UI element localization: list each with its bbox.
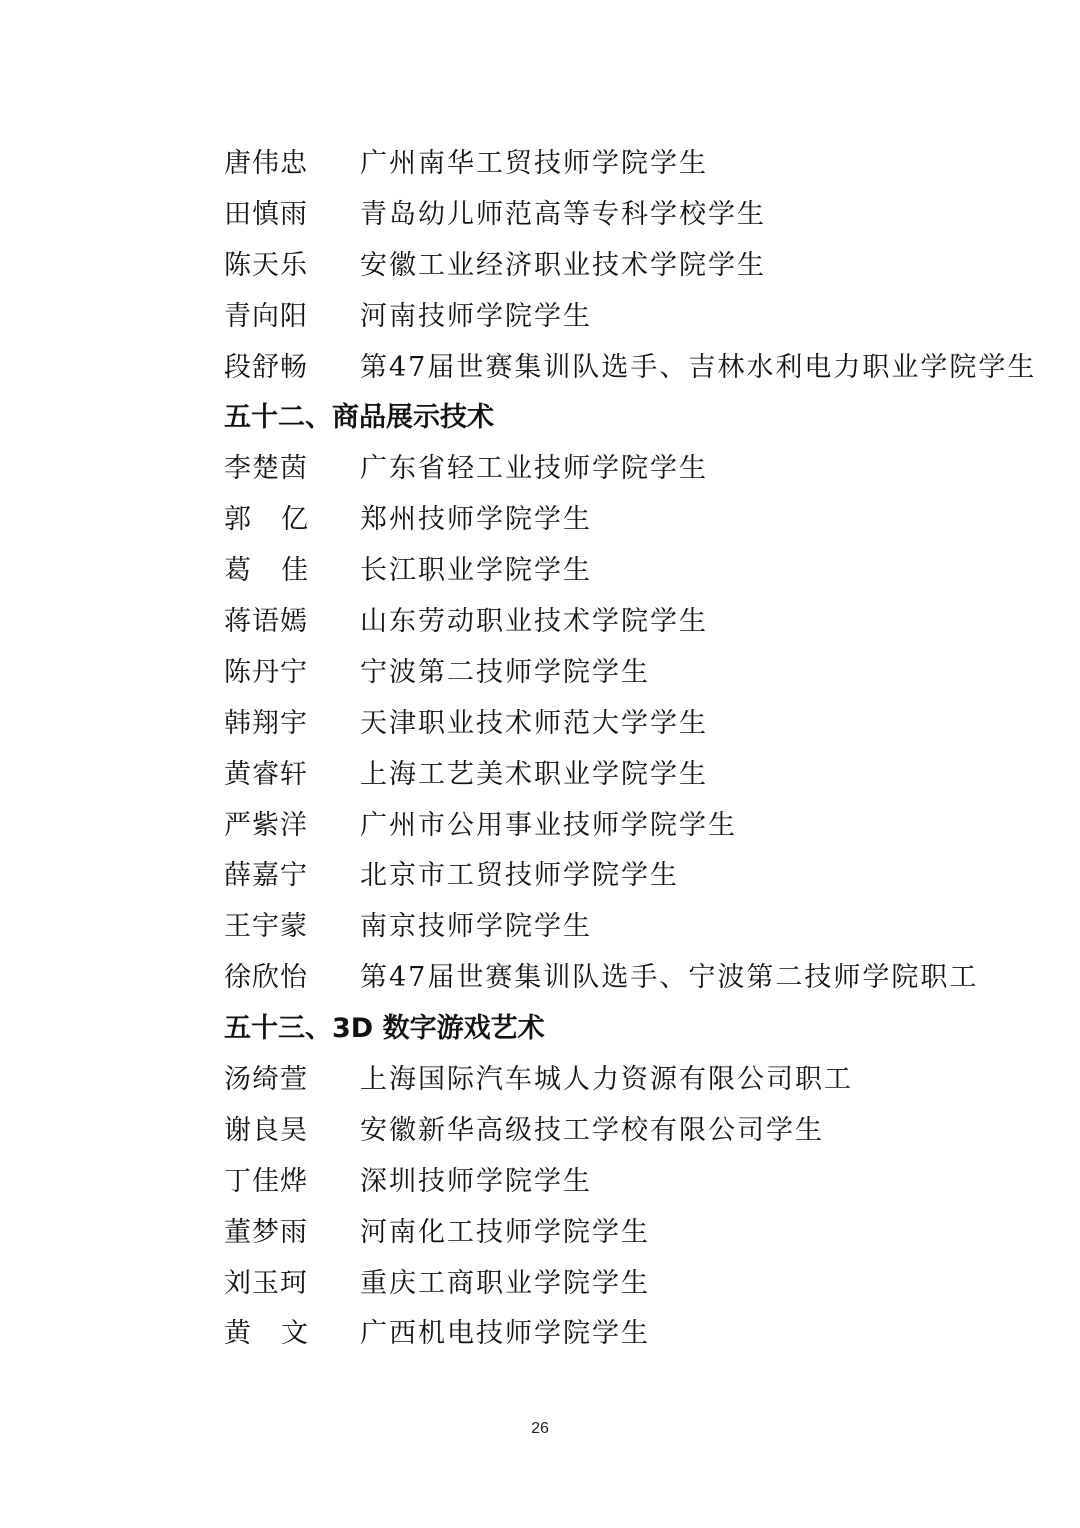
person-name: 严紫洋 xyxy=(224,809,308,841)
list-item xyxy=(224,491,1024,542)
name-list xyxy=(224,135,1037,1356)
person-name: 董梦雨 xyxy=(224,1216,308,1248)
person-affiliation: 上海国际汽车城人力资源有限公司职工 xyxy=(360,1063,853,1095)
list-item xyxy=(224,1305,1024,1356)
list-item xyxy=(224,1255,1024,1306)
person-affiliation: 青岛幼儿师范高等专科学校学生 xyxy=(360,198,766,230)
person-name: 田慎雨 xyxy=(224,198,308,230)
list-item xyxy=(224,797,1024,848)
person-affiliation: 安徽工业经济职业技术学院学生 xyxy=(360,249,766,281)
person-name: 汤绮萱 xyxy=(224,1063,308,1095)
list-item xyxy=(224,593,1024,644)
person-name: 唐伟忠 xyxy=(224,147,308,179)
person-name: 黄睿轩 xyxy=(224,758,308,790)
person-name: 蒋语嫣 xyxy=(224,605,308,637)
person-affiliation: 重庆工商职业学院学生 xyxy=(360,1267,650,1299)
person-name: 刘玉珂 xyxy=(224,1267,308,1299)
person-affiliation: 郑州技师学院学生 xyxy=(360,504,592,536)
person-affiliation: 广州南华工贸技师学院学生 xyxy=(360,147,708,179)
person-name: 葛 佳 xyxy=(224,555,308,587)
list-item xyxy=(224,288,1024,339)
person-affiliation: 天津职业技术师范大学学生 xyxy=(360,707,708,739)
person-name: 段舒畅 xyxy=(224,351,308,383)
list-item xyxy=(224,440,1024,491)
person-name: 王宇蒙 xyxy=(224,911,308,943)
list-item xyxy=(224,898,1024,949)
section-heading: 五十二、商品展示技术 xyxy=(224,402,494,434)
person-affiliation: 安徽新华高级技工学校有限公司学生 xyxy=(360,1114,824,1146)
list-item xyxy=(224,1102,1024,1153)
list-item xyxy=(224,135,1024,186)
person-name: 丁佳烨 xyxy=(224,1165,308,1197)
person-affiliation: 第47届世赛集训队选手、吉林水利电力职业学院学生 xyxy=(360,351,1037,383)
person-affiliation: 河南化工技师学院学生 xyxy=(360,1216,650,1248)
section-heading: 五十三、3D 数字游戏艺术 xyxy=(224,1013,545,1045)
list-item xyxy=(224,1204,1024,1255)
list-item xyxy=(224,746,1024,797)
person-affiliation: 南京技师学院学生 xyxy=(360,911,592,943)
person-affiliation: 广州市公用事业技师学院学生 xyxy=(360,809,737,841)
person-name: 郭 亿 xyxy=(224,504,308,536)
list-item xyxy=(224,1051,1024,1102)
person-affiliation: 河南技师学院学生 xyxy=(360,300,592,332)
person-affiliation: 长江职业学院学生 xyxy=(360,555,592,587)
person-affiliation: 广西机电技师学院学生 xyxy=(360,1318,650,1350)
list-item xyxy=(224,1153,1024,1204)
person-affiliation: 广东省轻工业技师学院学生 xyxy=(360,453,708,485)
person-name: 徐欣怡 xyxy=(224,962,308,994)
list-item xyxy=(224,237,1024,288)
list-item xyxy=(224,186,1024,237)
person-name: 韩翔宇 xyxy=(224,707,308,739)
list-item xyxy=(224,542,1024,593)
person-affiliation: 宁波第二技师学院学生 xyxy=(360,656,650,688)
person-name: 薛嘉宁 xyxy=(224,860,308,892)
person-name: 陈丹宁 xyxy=(224,656,308,688)
person-affiliation: 第47届世赛集训队选手、宁波第二技师学院职工 xyxy=(360,962,979,994)
person-affiliation: 上海工艺美术职业学院学生 xyxy=(360,758,708,790)
list-item xyxy=(224,695,1024,746)
person-name: 李楚茵 xyxy=(224,453,308,485)
person-name: 青向阳 xyxy=(224,300,308,332)
list-item xyxy=(224,847,1024,898)
list-item xyxy=(224,339,1037,390)
person-name: 谢良昊 xyxy=(224,1114,308,1146)
person-affiliation: 北京市工贸技师学院学生 xyxy=(360,860,679,892)
person-name: 黄 文 xyxy=(224,1318,308,1350)
list-item xyxy=(224,644,1024,695)
person-affiliation: 山东劳动职业技术学院学生 xyxy=(360,605,708,637)
person-name: 陈天乐 xyxy=(224,249,308,281)
person-affiliation: 深圳技师学院学生 xyxy=(360,1165,592,1197)
page-number: 26 xyxy=(531,1420,549,1437)
list-item xyxy=(224,949,1024,1000)
